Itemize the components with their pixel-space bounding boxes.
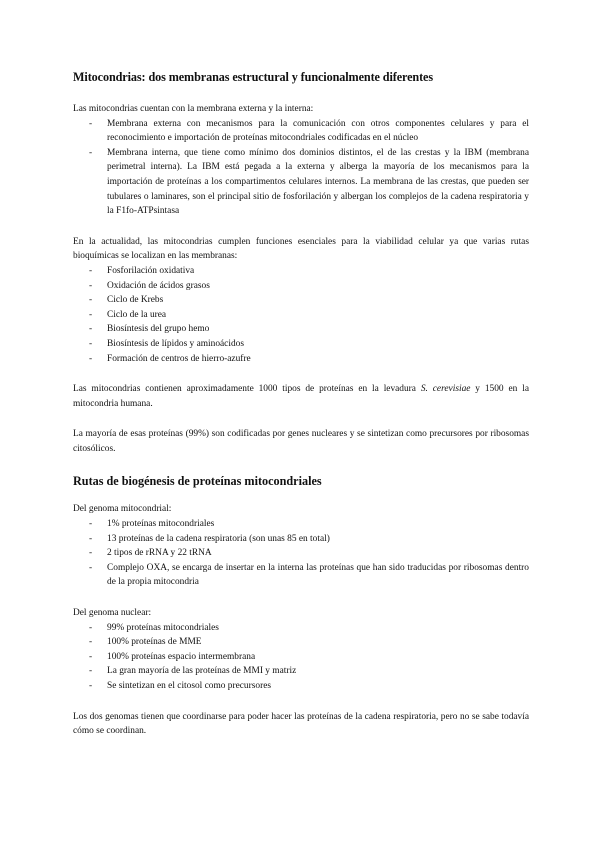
list-item: - Se sintetizan en el citosol como precursores: [73, 679, 529, 694]
list-item: - Formación de centros de hierro-azufre: [73, 352, 529, 367]
list-item: - Ciclo de Krebs: [73, 293, 529, 308]
nuclear-encoding-paragraph: La mayoría de esas proteínas (99%) son codificadas por genes nucleares y se sintetizan como precursores por ribosomas citosólicos.: [73, 429, 529, 454]
list-item: - Membrana externa con mecanismos para la comunicación con otros componentes celulares y para el reconocimiento e importación de proteínas mitocondriales codificadas en el núcleo: [73, 117, 529, 146]
list-item: - Oxidación de ácidos grasos: [73, 279, 529, 294]
species-name: S. cerevisiae: [420, 384, 471, 395]
list-item: - Biosíntesis de lípidos y aminoácidos: [73, 337, 529, 352]
membranes-intro: Las mitocondrias cuentan con la membrana externa y la interna:: [73, 104, 314, 114]
document-body: [73, 70, 529, 739]
functions-list: [73, 264, 529, 366]
list-item: - 100% proteínas de MME: [73, 635, 529, 650]
list-item: - 100% proteínas espacio intermembrana: [73, 650, 529, 665]
list-item: - 13 proteínas de la cadena respiratoria (son unas 85 en total): [73, 532, 529, 547]
membranes-list: [73, 117, 529, 219]
proteins-text-1: Las mitocondrias contienen aproximadamente 1000 tipos de proteínas en la levadura: [73, 384, 421, 395]
list-item: - Membrana interna, que tiene como mínimo dos dominios distintos, el de las crestas y la IBM (membrana perimetral interna). La IBM está pegada a la externa y alberga la mayoría de los mecanismos para la importación de proteínas a los compartimentos celulares internos. La membrana de las crestas, que pueden ser tubulares o laminares, son el principal sitio de fosforilación y albergan los complejos de la cadena respiratoria y la F1fo-ATPsintasa: [73, 146, 529, 219]
proteins-text-2: y 1500 en la mitocondria humana.: [73, 384, 529, 409]
list-item: - 1% proteínas mitocondriales: [73, 517, 529, 532]
section-title-mitochondria: Mitocondrias: dos membranas estructural y funcionalmente diferentes: [73, 70, 434, 84]
functions-intro: En la actualidad, las mitocondrias cumplen funciones esenciales para la viabilidad celular ya que varias rutas bioquímicas se localizan en las membranas:: [73, 236, 529, 262]
list-item: - 2 tipos de rRNA y 22 tRNA: [73, 546, 529, 561]
list-item: - La gran mayoría de las proteínas de MMI y matriz: [73, 664, 529, 679]
list-item: - Fosforilación oxidativa: [73, 264, 529, 279]
mito-genome-list: [73, 517, 529, 590]
section-title-biogenesis: Rutas de biogénesis de proteínas mitocondriales: [73, 474, 322, 489]
nuclear-genome-label: Del genoma nuclear:: [73, 608, 152, 619]
list-item: - Ciclo de la urea: [73, 308, 529, 323]
mito-genome-label: Del genoma mitocondrial:: [73, 504, 172, 515]
list-item: - Biosíntesis del grupo hemo: [73, 322, 529, 337]
nuclear-genome-list: [73, 621, 529, 694]
list-item: - 99% proteínas mitocondriales: [73, 621, 529, 636]
proteins-count-paragraph: [73, 382, 529, 411]
closing-paragraph: Los dos genomas tienen que coordinarse para poder hacer las proteínas de la cadena respiratoria, pero no se sabe todavía cómo se coordinan.: [73, 711, 529, 737]
list-item: - Complejo OXA, se encarga de insertar en la interna las proteínas que han sido traducidas por ribosomas dentro de la propia mitocondria: [73, 561, 529, 590]
